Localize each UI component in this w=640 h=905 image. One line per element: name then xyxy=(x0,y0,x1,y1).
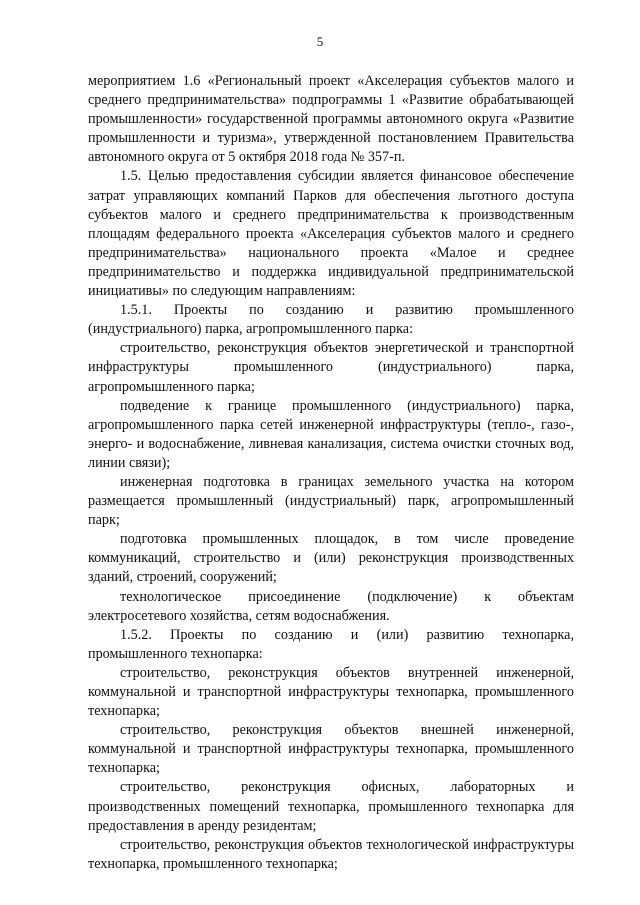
list-item: строительство, реконструкция объектов энергетической и транспортной инфраструктуры промышленного (индустриального) парка, агропромышленного парка; xyxy=(88,340,574,395)
paragraph-1-5: 1.5. Целью предоставления субсидии является финансовое обеспечение затрат управляющих компаний Парков для обеспечения льготного доступа субъектов малого и среднего предпринимательства к производственным площадям федерального проекта «Акселерация субъектов малого и среднего предпринимательства» национального проекта «Малое и среднее предпринимательство и поддержка индивидуальной предпринимательской инициативы» по следующим направлениям: xyxy=(88,168,574,300)
list-item: строительство, реконструкция объектов технологической инфраструктуры технопарка, промышленного технопарка; xyxy=(88,836,574,872)
paragraph-1-5-2: 1.5.2. Проекты по созданию и (или) развитию технопарка, промышленного технопарка: xyxy=(88,626,574,662)
document-body xyxy=(88,72,574,874)
list-item: подведение к границе промышленного (индустриального) парка, агропромышленного парка сетей инженерной инфраструктуры (тепло-, газо-, энерго- и водоснабжение, ливневая канализация, система очистки сточных вод, линии связи); xyxy=(88,397,574,471)
list-item: подготовка промышленных площадок, в том числе проведение коммуникаций, строительство и (или) реконструкция производственных зданий, строений, сооружений; xyxy=(88,531,574,586)
paragraph-continuation: мероприятием 1.6 «Региональный проект «Акселерация субъектов малого и среднего предпринимательства» подпрограммы 1 «Развитие обрабатывающей промышленности» государственной программы автономного округа «Развитие промышленности и туризма», утвержденной постановлением Правительства автономного округа от 5 октября 2018 года № 357-п. xyxy=(88,73,574,166)
paragraph-1-5-1: 1.5.1. Проекты по созданию и развитию промышленного (индустриального) парка, агропромышленного парка: xyxy=(88,302,574,338)
list-item: строительство, реконструкция объектов внешней инженерной, коммунальной и транспортной инфраструктуры технопарка, промышленного технопарка; xyxy=(88,722,574,777)
list-item: инженерная подготовка в границах земельного участка на котором размещается промышленный (индустриальный) парк, агропромышленный парк; xyxy=(88,473,574,529)
page-number: 5 xyxy=(316,34,324,49)
list-item: технологическое присоединение (подключение) к объектам электросетевого хозяйства, сетям водоснабжения. xyxy=(88,588,574,624)
list-item: строительство, реконструкция офисных, лабораторных и производственных помещений технопарка, промышленного технопарка для предоставления в аренду резидентам; xyxy=(88,779,574,834)
list-item: строительство, реконструкция объектов внутренней инженерной, коммунальной и транспортной инфраструктуры технопарка, промышленного технопарка; xyxy=(88,664,574,720)
